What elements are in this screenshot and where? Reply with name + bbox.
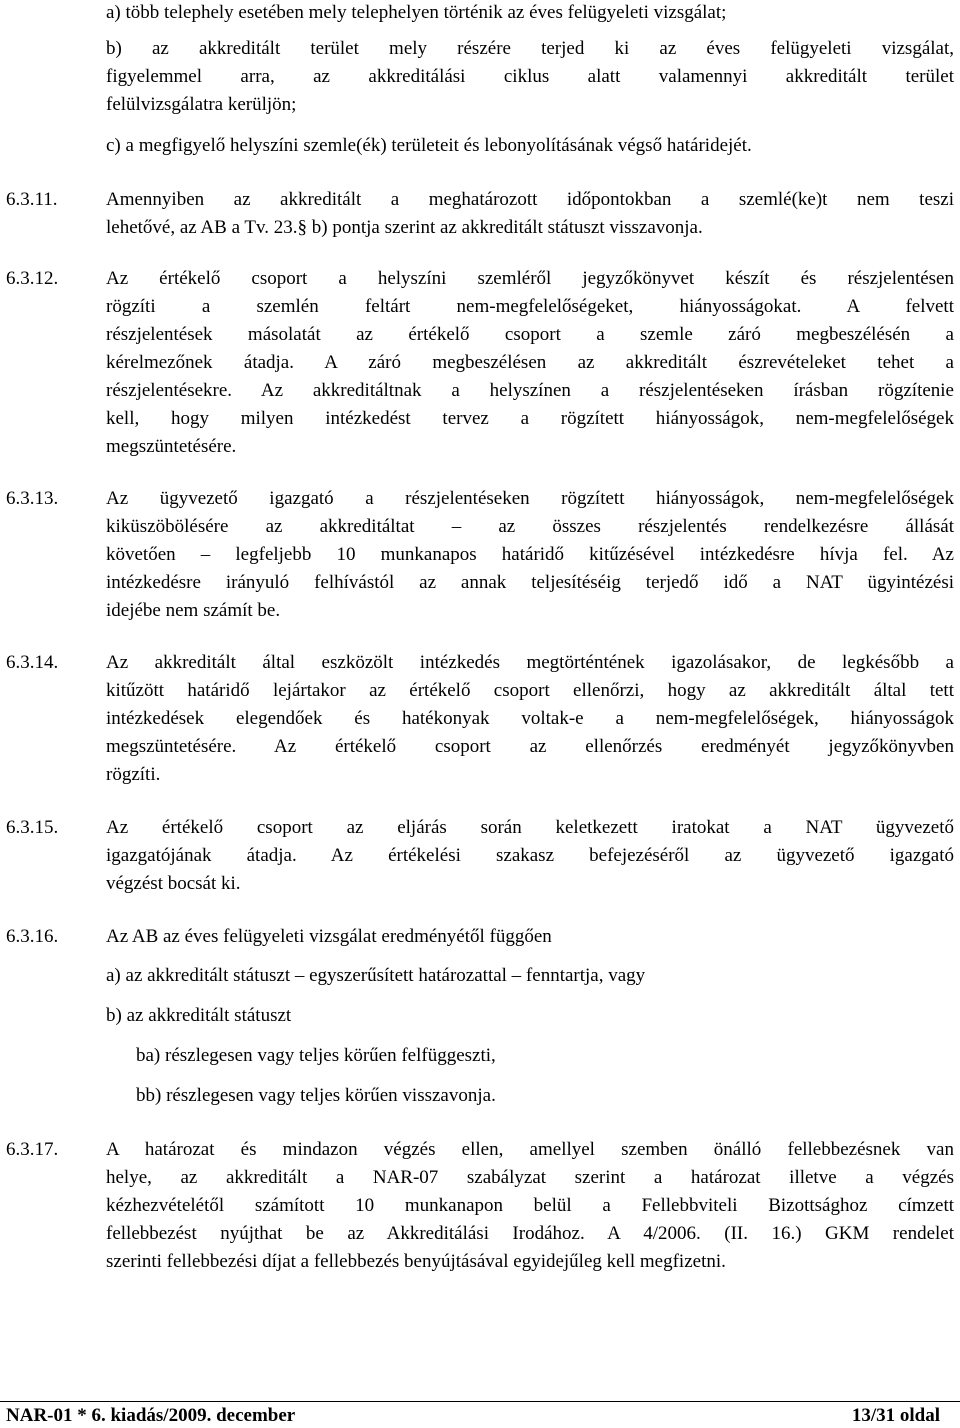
section-line: megszüntetésére. — [106, 436, 237, 457]
section-line: kell, hogy milyen intézkedést tervez a rögzített hiányosságok, nem-megfelelőségek — [106, 408, 954, 429]
section-line: megszüntetésére. Az értékelő csoport az ellenőrzés eredményét jegyzőkönyvben — [106, 736, 954, 757]
section-line: Az értékelő csoport az eljárás során keletkezett iratokat a NAT ügyvezető — [106, 817, 954, 838]
section-line: intézkedések elegendőek és hatékonyak voltak-e a nem-megfelelőségek, hiányosságok — [106, 708, 954, 729]
section-line: igazgatójának átadja. Az értékelési szakasz befejezéséről az ügyvezető igazgató — [106, 845, 954, 866]
section-line: kérelmezőnek átadja. A záró megbeszélésen az akkreditált észrevételeket tehet a — [106, 352, 954, 373]
sub-list-item: bb) részlegesen vagy teljes körűen visszavonja. — [136, 1085, 496, 1106]
intro-item-b-line: b) az akkreditált terület mely részére terjed ki az éves felügyeleti vizsgálat, — [106, 38, 954, 59]
intro-item-b-line: felülvizsgálatra kerüljön; — [106, 94, 297, 115]
section-line: Amennyiben az akkreditált a meghatározott időpontokban a szemlé(ke)t nem teszi — [106, 189, 954, 210]
section-line: idejébe nem számít be. — [106, 600, 281, 621]
section-line: szerinti fellebbezési díjat a fellebbezés benyújtásával egyidejűleg kell megfizetni. — [106, 1251, 726, 1272]
sub-list-item: ba) részlegesen vagy teljes körűen felfüggeszti, — [136, 1045, 496, 1066]
section-line: helye, az akkreditált a NAR-07 szabályzat szerint a határozat illetve a végzés — [106, 1167, 954, 1188]
section-line: intézkedésre irányuló felhívástól az annak teljesítéséig terjedő idő a NAT ügyintézési — [106, 572, 954, 593]
section-number: 6.3.12. — [6, 268, 59, 289]
section-line: Az AB az éves felügyeleti vizsgálat eredményétől függően — [106, 926, 552, 947]
section-line: részjelentések másolatát az értékelő csoport a szemle záró megbeszélésén a — [106, 324, 954, 345]
section-line: részjelentésekre. Az akkreditáltnak a helyszínen a részjelentéseken írásban rögzítenie — [106, 380, 954, 401]
footer-document-id: NAR-01 * 6. kiadás/2009. december — [6, 1405, 296, 1426]
section-line: rögzíti a szemlén feltárt nem-megfelelőségeket, hiányosságokat. A felvett — [106, 296, 954, 317]
list-item: b) az akkreditált státuszt — [106, 1005, 292, 1026]
section-number: 6.3.11. — [6, 189, 58, 210]
section-line: A határozat és mindazon végzés ellen, amellyel szemben önálló fellebbezésnek van — [106, 1139, 954, 1160]
section-line: végzést bocsát ki. — [106, 873, 241, 894]
footer-divider — [0, 1401, 960, 1402]
section-line: Az akkreditált által eszközölt intézkedés megtörténtének igazolásakor, de legkésőbb a — [106, 652, 954, 673]
section-line: lehetővé, az AB a Tv. 23.§ b) pontja szerint az akkreditált státuszt visszavonja. — [106, 217, 703, 238]
section-number: 6.3.17. — [6, 1139, 59, 1160]
section-number: 6.3.14. — [6, 652, 59, 673]
section-number: 6.3.15. — [6, 817, 59, 838]
section-line: fellebbezést nyújthat be az Akkreditálási Irodához. A 4/2006. (II. 16.) GKM rendelet — [106, 1223, 954, 1244]
section-line: Az értékelő csoport a helyszíni szemléről jegyzőkönyvet készít és részjelentésen — [106, 268, 954, 289]
list-item: a) az akkreditált státuszt – egyszerűsített határozattal – fenntartja, vagy — [106, 965, 646, 986]
section-line: rögzíti. — [106, 764, 161, 785]
section-line: követően – legfeljebb 10 munkanapos határidő kitűzésével intézkedésre hívja fel. Az — [106, 544, 954, 565]
section-line: Az ügyvezető igazgató a részjelentéseken rögzített hiányosságok, nem-megfelelőségek — [106, 488, 954, 509]
intro-item-a-line: a) több telephely esetében mely telephelyen történik az éves felügyeleti vizsgálat; — [106, 2, 727, 23]
section-line: kézhezvételétől számított 10 munkanapon belül a Fellebbviteli Bizottsághoz címzett — [106, 1195, 954, 1216]
section-number: 6.3.16. — [6, 926, 59, 947]
section-number: 6.3.13. — [6, 488, 59, 509]
section-line: kitűzött határidő lejártakor az értékelő csoport ellenőrzi, hogy az akkreditált által tett — [106, 680, 954, 701]
intro-item-b-line: figyelemmel arra, az akkreditálási ciklus alatt valamennyi akkreditált terület — [106, 66, 954, 87]
section-line: kiküszöbölésére az akkreditáltat – az összes részjelentés rendelkezésre állását — [106, 516, 954, 537]
intro-item-c-line: c) a megfigyelő helyszíni szemle(ék) területeit és lebonyolításának végső határidejét. — [106, 135, 752, 156]
footer-page-number: 13/31 oldal — [851, 1405, 940, 1426]
